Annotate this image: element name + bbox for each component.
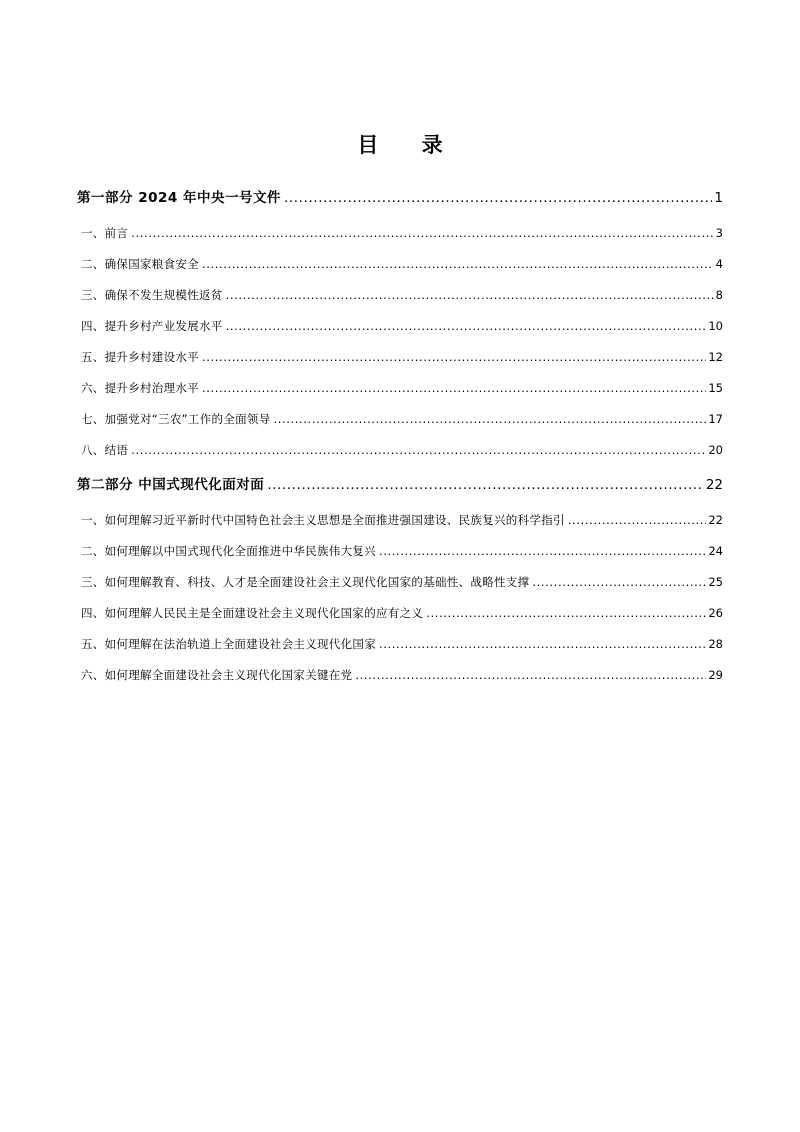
toc-entry-label: 三、如何理解教育、科技、人才是全面建设社会主义现代化国家的基础性、战略性支撑: [81, 575, 530, 589]
toc-leader-dots: [355, 660, 706, 691]
toc-entry-label: 一、如何理解习近平新时代中国特色社会主义思想是全面推进强国建设、民族复兴的科学指引: [81, 513, 565, 527]
toc-entry-label: 七、加强党对“三农”工作的全面领导: [81, 412, 271, 426]
toc-entry-label: 三、确保不发生规模性返贫: [81, 288, 223, 302]
toc-entry-label: 四、提升乡村产业发展水平: [81, 319, 223, 333]
toc-leader-dots: [426, 598, 706, 629]
toc-part-2-page: 22: [705, 477, 723, 493]
toc-entry[interactable]: [77, 404, 723, 435]
toc-leader-dots: [131, 218, 713, 249]
toc-entry-page: 26: [708, 606, 723, 620]
toc-entry-page: 12: [708, 350, 723, 364]
toc-entry-label: 六、提升乡村治理水平: [81, 381, 199, 395]
toc-entry[interactable]: [77, 660, 723, 691]
toc-part-1-page: 1: [714, 190, 723, 206]
toc-entry-page: 29: [708, 668, 723, 682]
toc-entry[interactable]: [77, 567, 723, 598]
toc-leader-dots: [267, 473, 704, 497]
toc-leader-dots: [202, 249, 714, 280]
toc-leader-dots: [274, 404, 707, 435]
toc-entry-page: 20: [708, 443, 723, 457]
toc-leader-dots: [202, 342, 706, 373]
toc-entry-page: 24: [708, 544, 723, 558]
toc-entry-label: 二、确保国家粮食安全: [81, 257, 199, 271]
toc-entry[interactable]: [77, 629, 723, 660]
toc-leader-dots: [131, 435, 706, 466]
toc-entry-label: 六、如何理解全面建设社会主义现代化国家关键在党: [81, 668, 353, 682]
toc-entry-page: 22: [708, 513, 723, 527]
toc-entry[interactable]: [77, 536, 723, 567]
toc-entry-label: 五、提升乡村建设水平: [81, 350, 199, 364]
toc-leader-dots: [379, 629, 706, 660]
toc-entry-page: 3: [715, 226, 723, 240]
toc-entry[interactable]: [77, 342, 723, 373]
toc-entry-label: 四、如何理解人民民主是全面建设社会主义现代化国家的应有之义: [81, 606, 424, 620]
toc-leader-dots: [202, 373, 706, 404]
toc-entry-page: 28: [708, 637, 723, 651]
toc-leader-dots: [284, 186, 712, 210]
toc-entry-page: 15: [708, 381, 723, 395]
toc-entry[interactable]: [77, 311, 723, 342]
toc-leader-dots: [226, 311, 707, 342]
toc-part-2-label: 第二部分 中国式现代化面对面: [77, 477, 265, 493]
table-of-contents: [77, 186, 723, 691]
toc-entry-page: 4: [715, 257, 723, 271]
toc-entry-page: 17: [708, 412, 723, 426]
toc-entry-label: 五、如何理解在法治轨道上全面建设社会主义现代化国家: [81, 637, 376, 651]
toc-entry-page: 10: [708, 319, 723, 333]
toc-part-1[interactable]: [77, 186, 723, 210]
toc-leader-dots: [379, 536, 706, 567]
toc-entry-page: 8: [715, 288, 723, 302]
toc-entry[interactable]: [77, 218, 723, 249]
toc-leader-dots: [226, 280, 714, 311]
toc-entry-label: 一、前言: [81, 226, 129, 240]
toc-entry[interactable]: [77, 435, 723, 466]
toc-entry[interactable]: [77, 249, 723, 280]
toc-entry-label: 八、结语: [81, 443, 129, 457]
toc-leader-dots: [568, 505, 707, 536]
toc-leader-dots: [532, 567, 706, 598]
toc-entry[interactable]: [77, 505, 723, 536]
toc-entry-page: 25: [708, 575, 723, 589]
toc-entry[interactable]: [77, 280, 723, 311]
toc-entry[interactable]: [77, 373, 723, 404]
page-title: 目 录: [357, 133, 461, 157]
toc-part-1-label: 第一部分 2024 年中央一号文件: [77, 190, 281, 206]
toc-entry-label: 二、如何理解以中国式现代化全面推进中华民族伟大复兴: [81, 544, 376, 558]
toc-part-2[interactable]: [77, 473, 723, 497]
toc-entry[interactable]: [77, 598, 723, 629]
